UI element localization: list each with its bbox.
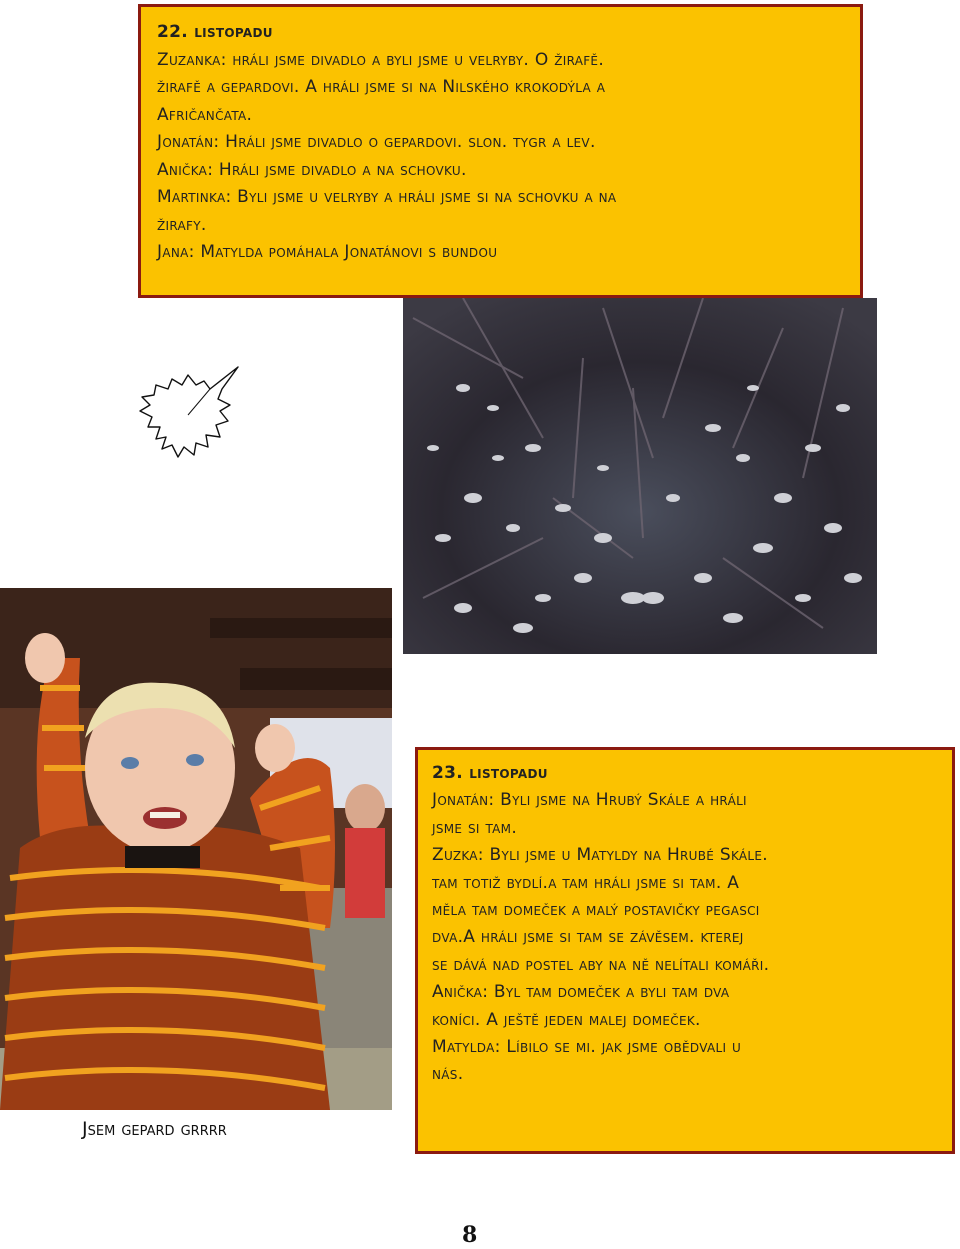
note-line: Zuzanka: hráli jsme divadlo a byli jsme u velryby. O žirafě. (157, 49, 605, 70)
photo-caption: Jsem gepard grrrr (82, 1118, 227, 1140)
note-line: Matylda: Líbilo se mi. jak jsme obědvali u (432, 1037, 742, 1058)
note-line: jsme si tam. (432, 817, 518, 838)
note-line: koníci. A ještě jeden malej domeček. (432, 1009, 701, 1030)
note-line: Jana: Matylda pomáhala Jonatánovi s bundou (157, 242, 498, 262)
maple-leaf-icon (138, 365, 242, 463)
note-line: Anička: Hráli jsme divadlo a na schovku. (157, 159, 467, 180)
note-line: se dává nad postel aby na ně nelítali komáři. (432, 954, 770, 975)
note-line: Afričančata. (157, 104, 253, 125)
day-22-notes-box (138, 4, 863, 298)
note-line: dva.A hráli jsme si tam se závěsem. kterej (432, 927, 744, 948)
note-line: žirafy. (157, 214, 207, 235)
note-line: tam totiž bydlí.a tam hráli jsme si tam. A (432, 872, 740, 893)
child-photo (0, 588, 392, 1110)
note-line: Martinka: Byli jsme u velryby a hráli jsme si na schovku a na (157, 187, 617, 207)
note-line: žirafě a gepardovi. A hráli jsme si na Nilského krokodýla a (157, 77, 606, 97)
mushroom-forest-photo (403, 298, 877, 654)
note-line: Zuzka: Byli jsme u Matyldy na Hrubé Skále. (432, 845, 768, 866)
date-heading-23: 23. listopadu (432, 763, 548, 783)
note-line: nás. (432, 1064, 464, 1085)
note-line: Jonatán: Byli jsme na Hrubý Skále a hráli (432, 790, 747, 811)
note-line: Anička: Byl tam domeček a byli tam dva (432, 982, 730, 1003)
note-line: měla tam domeček a malý postavičky pegasci (432, 900, 760, 921)
date-heading-22: 22. listopadu (157, 22, 273, 42)
day-23-notes-box (415, 747, 955, 1154)
page-number: 8 (462, 1222, 478, 1248)
note-line: Jonatán: Hráli jsme divadlo o gepardovi. slon. tygr a lev. (157, 132, 596, 152)
